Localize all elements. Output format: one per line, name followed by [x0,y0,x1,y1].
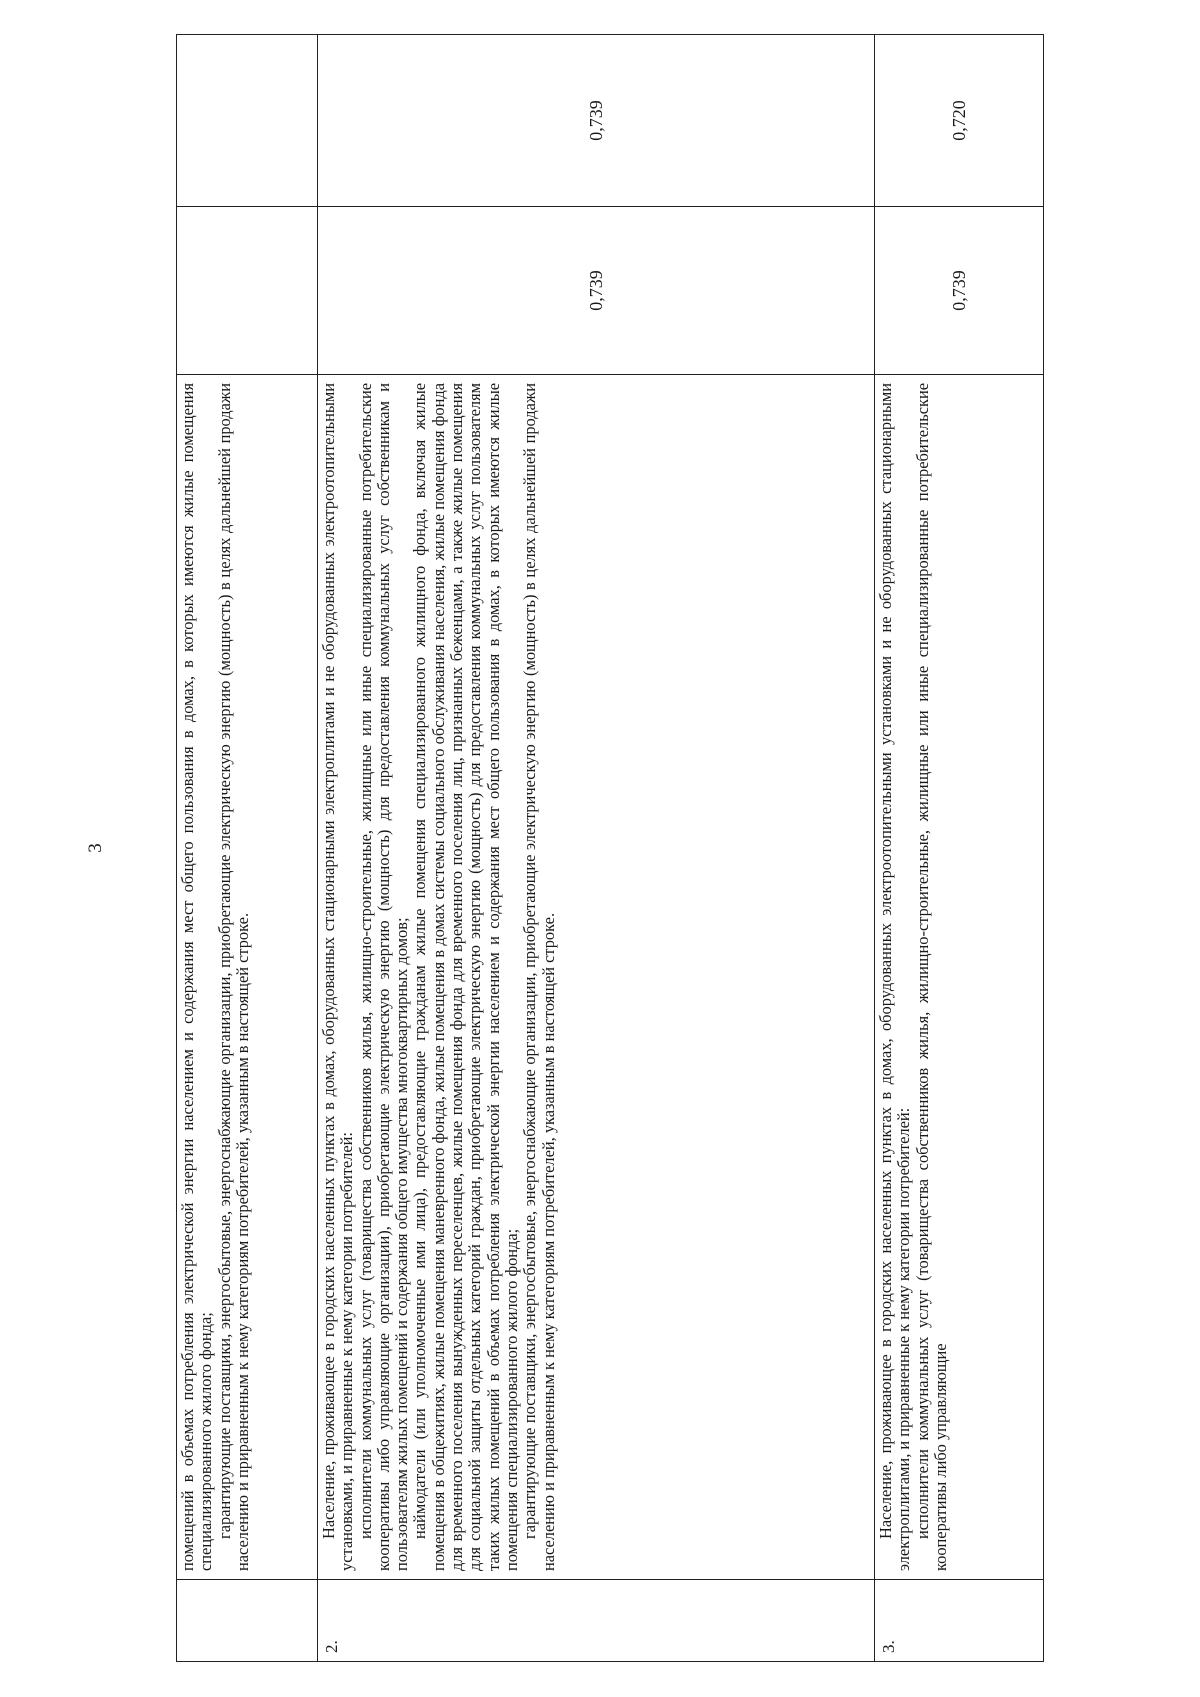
description-paragraph: гарантирующие поставщики, энергосбытовые, энергоснабжающие организации, приобретающие электрическую энергию (мощность) в целях дальнейшей продажи населению и приравненным к нему категориям потребителей, указанным в настоящей строке. [214,383,252,1571]
tariff-table [176,35,1043,1662]
description-paragraph: гарантирующие поставщики, энергосбытовые, энергоснабжающие организации, приобретающие электрическую энергию (мощность) в целях дальнейшей продажи населению и приравненным к нему категориям потребителей, указанным в настоящей строке. [520,383,558,1571]
table-row [318,35,875,1662]
row-number: 3. [875,1580,1044,1662]
description-paragraph: помещений в объемах потребления электрической энергии населением и содержания мест общего пользования в домах, в которых имеются жилые помещения специализированного жилого фонда; [178,383,216,1571]
table-row [177,35,318,1662]
row-number [177,1580,318,1662]
coefficient-value-1: 0,739 [318,207,875,375]
description-paragraph: Население, проживающее в городских населенных пунктах в домах, оборудованных электроотопительными установками и не оборудованных стационарными электроплитами, и приравненные к нему категории потребителей: [876,383,914,1571]
description-paragraph: исполнители коммунальных услуг (товарищества собственников жилья, жилищно-строительные, жилищные или иные специализированные потребительские кооперативы либо управляющие [912,383,950,1571]
coefficient-value-2: 0,739 [318,35,875,207]
consumer-category-description [875,375,1044,1580]
description-paragraph: наймодатели (или уполномоченные ими лица), предоставляющие гражданам жилые помещения специализированного жилищного фонда, включая жилые помещения в общежитиях, жилые помещения маневренного фонда, жилые помещения в домах системы социального обслуживания населения, жилые помещения фонда для временного поселения вынужденных переселенцев, жилые помещения фонда для временного поселения лиц, признанных беженцами, а также жилые помещения для социальной защиты отдельных категорий граждан, приобретающие электрическую энергию (мощность) для предоставления коммунальных услуг пользователям таких жилых помещений в объемах потребления электрической энергии населением и содержания мест общего пользования в домах, в которых имеются жилые помещения специализированного жилого фонда; [410,383,521,1571]
coefficient-value-2 [177,35,318,207]
consumer-category-description [318,375,875,1580]
description-paragraph: Население, проживающее в городских населенных пунктах в домах, оборудованных стационарными электроплитами и не оборудованных электроотопительными установками, и приравненные к нему категории потребителей: [319,383,357,1571]
table-row [875,35,1044,1662]
coefficient-value-1 [177,207,318,375]
consumer-category-description [177,375,318,1580]
coefficient-value-1: 0,739 [875,207,1044,375]
row-number: 2. [318,1580,875,1662]
coefficient-value-2: 0,720 [875,35,1044,207]
page-number: 3 [85,843,106,853]
description-paragraph: исполнители коммунальных услуг (товарищества собственников жилья, жилищно-строительные, жилищные или иные специализированные потребительские кооперативы либо управляющие организации), приобретающие электрическую энергию (мощность) для предоставления коммунальных услуг собственникам и пользователям жилых помещений и содержания общего имущества многоквартирных домов; [355,383,412,1571]
